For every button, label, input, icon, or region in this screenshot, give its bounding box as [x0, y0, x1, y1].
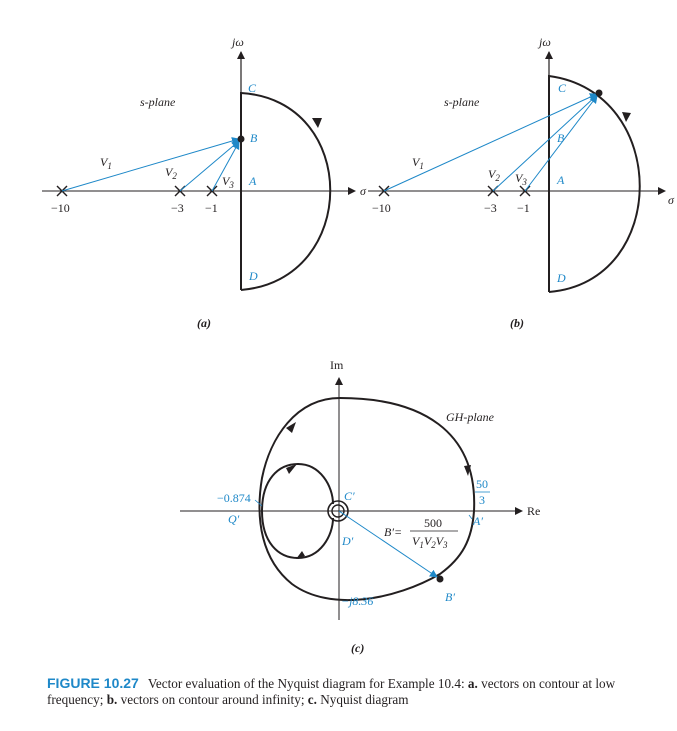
point-b-dot [238, 136, 245, 143]
point-b-prime-dot [437, 576, 444, 583]
imag-crossing-label: −j8.36 [341, 594, 374, 608]
caption-key: a. [467, 676, 478, 691]
caption-text: Nyquist diagram [316, 692, 409, 707]
tick-label: −3 [171, 201, 184, 215]
plane-label: GH-plane [446, 410, 494, 424]
tick-label: −1 [205, 201, 218, 215]
b-prime-eq-numerator: 500 [424, 516, 442, 530]
panel-b [368, 35, 675, 330]
caption-text: vectors on contour at low frequency; [47, 676, 616, 707]
vector-v1 [62, 139, 239, 191]
real-axis-label: Re [527, 504, 541, 518]
point-c-label: C [558, 81, 567, 95]
neg-crossing-label: −0.874 [217, 491, 251, 505]
contour-direction-arrow [622, 112, 631, 122]
point-a-label: A [249, 174, 257, 188]
vector-v1-label: $V_1$ [100, 155, 112, 171]
vector-v1-label: $V_1$ [412, 155, 424, 171]
point-b-label: B [250, 131, 258, 145]
d-prime-label: D′ [342, 534, 354, 548]
panel-label: (a) [197, 316, 211, 330]
a-prime-label: A′ [473, 514, 483, 528]
real-axis-label: σ [668, 193, 674, 207]
panel-a [42, 35, 367, 330]
tick-label: −3 [484, 201, 497, 215]
panel-label: (c) [351, 641, 365, 655]
q-prime-label: Q′ [228, 512, 240, 526]
point-d-label: D [249, 269, 258, 283]
point-d-label: D [557, 271, 566, 285]
figure-caption [47, 675, 672, 708]
caption-text: vectors on contour around infinity; [117, 692, 308, 707]
c-prime-label: C′ [344, 489, 355, 503]
plane-label: s-plane [140, 95, 176, 109]
vector-v3-label: $V_3$ [515, 171, 527, 187]
caption-key: c. [307, 692, 317, 707]
point-c-label: C [248, 81, 257, 95]
panel-label: (b) [510, 316, 524, 330]
point-a-label: A [557, 173, 565, 187]
leader-line [469, 515, 472, 519]
fraction-denominator: 3 [479, 493, 485, 507]
vector-v3-label: $V_3$ [222, 174, 234, 190]
vector-v2-label: $V_2$ [488, 167, 500, 183]
real-axis-label: σ [360, 184, 366, 198]
panel-c [180, 358, 540, 655]
plane-label: s-plane [444, 95, 480, 109]
imag-axis-label: Im [330, 358, 344, 372]
imag-axis-label: jω [539, 35, 551, 49]
b-prime-eq-prefix: B′= [384, 525, 403, 539]
tick-label: −10 [372, 201, 391, 215]
point-b-label: B [557, 131, 565, 145]
caption-text: Vector evaluation of the Nyquist diagram for Example 10.4: [147, 676, 468, 691]
b-prime-label: B′ [445, 590, 455, 604]
tick-label: −10 [51, 201, 70, 215]
contour-point-dot [596, 90, 603, 97]
b-prime-eq-denominator: $V_1V_2V_3$ [412, 534, 448, 550]
caption-key: b. [106, 692, 118, 707]
figure-number: FIGURE 10.27 [47, 675, 139, 691]
imag-axis-label: jω [232, 35, 244, 49]
fraction-numerator: 50 [476, 477, 488, 491]
vector-v2 [493, 95, 597, 191]
tick-label: −1 [517, 201, 530, 215]
vector-v2-label: $V_2$ [165, 165, 177, 181]
contour-direction-arrow [312, 118, 322, 128]
